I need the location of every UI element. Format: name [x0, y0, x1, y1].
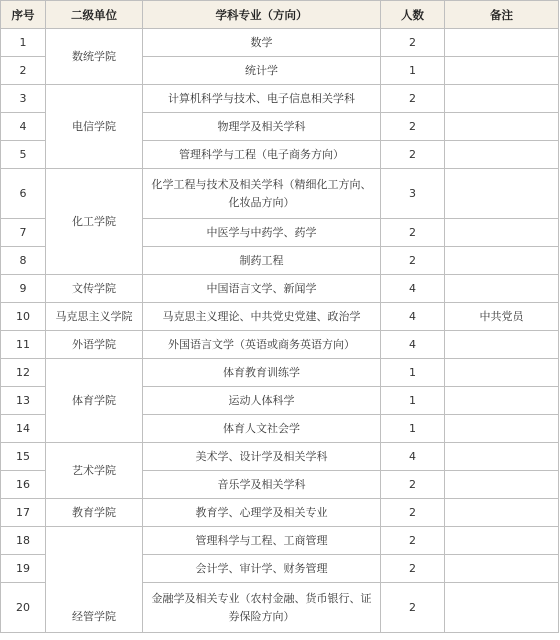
- table-row: [1, 275, 559, 303]
- row-count: 1: [381, 415, 445, 443]
- row-major: 数学: [143, 29, 381, 57]
- row-count: 4: [381, 443, 445, 471]
- row-remark: [445, 359, 559, 387]
- row-major: 教育学、心理学及相关专业: [143, 499, 381, 527]
- row-remark: [445, 85, 559, 113]
- row-count: 4: [381, 331, 445, 359]
- table-row: [1, 303, 559, 331]
- table-row: [1, 527, 559, 555]
- header-unit: 二级单位: [46, 1, 143, 29]
- row-remark: [445, 219, 559, 247]
- row-count: 2: [381, 583, 445, 633]
- row-count: 2: [381, 471, 445, 499]
- header-no: 序号: [1, 1, 46, 29]
- row-major: 体育人文社会学: [143, 415, 381, 443]
- row-no: 7: [1, 219, 46, 247]
- row-major: 外国语言文学（英语或商务英语方向）: [143, 331, 381, 359]
- row-no: 9: [1, 275, 46, 303]
- table-row: [1, 85, 559, 113]
- unit-cell: 教育学院: [46, 499, 143, 527]
- row-count: 2: [381, 499, 445, 527]
- row-remark: 中共党员: [445, 303, 559, 331]
- row-no: 20: [1, 583, 46, 633]
- row-major: 统计学: [143, 57, 381, 85]
- row-count: 2: [381, 527, 445, 555]
- table-row: [1, 499, 559, 527]
- row-remark: [445, 247, 559, 275]
- row-remark: [445, 29, 559, 57]
- row-no: 8: [1, 247, 46, 275]
- unit-cell: 艺术学院: [46, 443, 143, 499]
- row-count: 2: [381, 555, 445, 583]
- row-major: 运动人体科学: [143, 387, 381, 415]
- unit-cell: 数统学院: [46, 29, 143, 85]
- row-remark: [445, 275, 559, 303]
- row-no: 12: [1, 359, 46, 387]
- unit-cell: 外语学院: [46, 331, 143, 359]
- row-remark: [445, 443, 559, 471]
- row-no: 13: [1, 387, 46, 415]
- row-no: 4: [1, 113, 46, 141]
- row-count: 1: [381, 387, 445, 415]
- row-count: 2: [381, 85, 445, 113]
- row-remark: [445, 169, 559, 219]
- row-no: 17: [1, 499, 46, 527]
- row-major: 金融学及相关专业（农村金融、货币银行、证券保险方向）: [143, 583, 381, 633]
- row-count: 2: [381, 29, 445, 57]
- table-row: [1, 29, 559, 57]
- row-count: 1: [381, 359, 445, 387]
- row-no: 14: [1, 415, 46, 443]
- unit-cell: 体育学院: [46, 359, 143, 443]
- row-remark: [445, 113, 559, 141]
- row-count: 2: [381, 247, 445, 275]
- row-major: 计算机科学与技术、电子信息相关学科: [143, 85, 381, 113]
- row-count: 4: [381, 303, 445, 331]
- row-remark: [445, 555, 559, 583]
- header-major: 学科专业（方向）: [143, 1, 381, 29]
- row-major: 化学工程与技术及相关学科（精细化工方向、化妆品方向）: [143, 169, 381, 219]
- header-count: 人数: [381, 1, 445, 29]
- row-major: 管理科学与工程、工商管理: [143, 527, 381, 555]
- unit-cell: 经管学院: [46, 527, 143, 633]
- row-major: 中国语言文学、新闻学: [143, 275, 381, 303]
- row-remark: [445, 141, 559, 169]
- table-header-row: [1, 1, 559, 29]
- row-count: 2: [381, 141, 445, 169]
- row-no: 18: [1, 527, 46, 555]
- row-major: 音乐学及相关学科: [143, 471, 381, 499]
- row-major: 管理科学与工程（电子商务方向）: [143, 141, 381, 169]
- row-remark: [445, 387, 559, 415]
- row-major: 体育教育训练学: [143, 359, 381, 387]
- row-major: 美术学、设计学及相关学科: [143, 443, 381, 471]
- row-no: 16: [1, 471, 46, 499]
- row-remark: [445, 471, 559, 499]
- row-no: 1: [1, 29, 46, 57]
- row-count: 4: [381, 275, 445, 303]
- unit-cell: 电信学院: [46, 85, 143, 169]
- row-count: 2: [381, 219, 445, 247]
- row-no: 5: [1, 141, 46, 169]
- row-count: 2: [381, 113, 445, 141]
- row-no: 11: [1, 331, 46, 359]
- table-row: [1, 331, 559, 359]
- unit-cell: 马克思主义学院: [46, 303, 143, 331]
- row-remark: [445, 415, 559, 443]
- row-remark: [445, 331, 559, 359]
- row-major: 中医学与中药学、药学: [143, 219, 381, 247]
- row-major: 马克思主义理论、中共党史党建、政治学: [143, 303, 381, 331]
- row-no: 3: [1, 85, 46, 113]
- row-remark: [445, 57, 559, 85]
- row-count: 3: [381, 169, 445, 219]
- row-no: 19: [1, 555, 46, 583]
- row-count: 1: [381, 57, 445, 85]
- row-major: 物理学及相关学科: [143, 113, 381, 141]
- row-remark: [445, 499, 559, 527]
- table-row: [1, 359, 559, 387]
- row-no: 10: [1, 303, 46, 331]
- unit-cell: 化工学院: [46, 169, 143, 275]
- row-remark: [445, 583, 559, 633]
- row-major: 制药工程: [143, 247, 381, 275]
- table-row: [1, 443, 559, 471]
- row-no: 6: [1, 169, 46, 219]
- header-remark: 备注: [445, 1, 559, 29]
- row-remark: [445, 527, 559, 555]
- row-major: 会计学、审计学、财务管理: [143, 555, 381, 583]
- row-no: 2: [1, 57, 46, 85]
- row-no: 15: [1, 443, 46, 471]
- unit-cell: 文传学院: [46, 275, 143, 303]
- table-row: [1, 169, 559, 219]
